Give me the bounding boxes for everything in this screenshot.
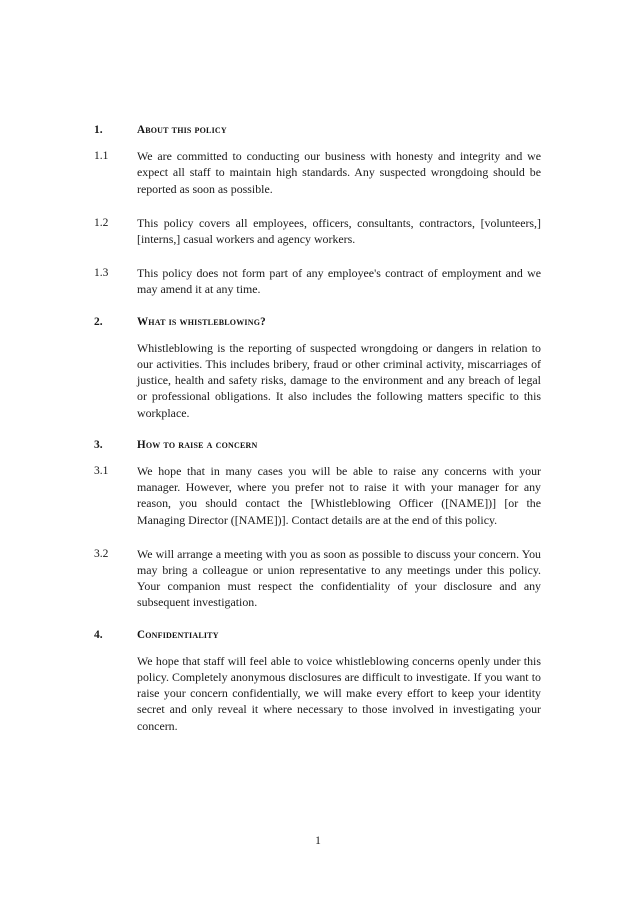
section-heading-3 xyxy=(94,437,541,453)
section-title-1: About this policy xyxy=(137,124,227,136)
clause-text-2-body: Whistleblowing is the reporting of suspected wrongdoing or dangers in relation to our activities. This includes bribery, fraud or other criminal activity, miscarriages of justice, health and safety risks, damage to the environment and any breach of legal or professional obligations. It also includes the following matters specific to this workplace. xyxy=(137,340,541,420)
clause-4-body xyxy=(94,653,541,734)
section-heading-2 xyxy=(94,314,541,330)
clause-1-3 xyxy=(94,265,541,297)
clause-text-1-2: This policy covers all employees, officers, consultants, contractors, [volunteers,] [interns,] casual workers and agency workers. xyxy=(137,215,541,247)
clause-text-3-2: We will arrange a meeting with you as soon as possible to discuss your concern. You may bring a colleague or union representative to any meetings under this policy. Your companion must respect the confidentiality of your disclosure and any subsequent investigation. xyxy=(137,546,541,610)
section-heading-1 xyxy=(94,122,541,138)
document-body xyxy=(94,122,541,743)
clause-2-body xyxy=(94,340,541,421)
paragraph-spacer xyxy=(94,537,541,546)
section-title-3: How to raise a concern xyxy=(137,438,258,451)
clause-text-3-1: We hope that in many cases you will be able to raise any concerns with your manager. However, where you prefer not to raise it with your manager for any reason, you should contact the [Whistleblowing Officer ([NAME])] [or the Managing Director ([NAME])]. Contact details are at the end of this policy. xyxy=(137,464,541,527)
section-number-2: 2. xyxy=(94,315,103,328)
paragraph-spacer xyxy=(94,256,541,265)
paragraph-spacer xyxy=(94,206,541,215)
clause-number-1-1: 1.1 xyxy=(94,150,109,163)
clause-text-4-body: We hope that staff will feel able to voice whistleblowing concerns openly under this policy. Completely anonymous disclosures are difficult to investigate. If you want to raise your concern confidentially, we will make every effort to keep your identity secret and only reveal it where necessary to those involved in investigating your concern. xyxy=(137,653,541,733)
section-heading-4 xyxy=(94,627,541,643)
clause-number-1-2: 1.2 xyxy=(94,216,109,229)
clause-number-3-1: 3.1 xyxy=(94,465,109,478)
section-number-4: 4. xyxy=(94,628,103,641)
clause-1-2 xyxy=(94,215,541,247)
section-title-4: Confidentiality xyxy=(137,628,219,641)
clause-3-2 xyxy=(94,546,541,611)
clause-number-1-3: 1.3 xyxy=(94,267,109,280)
page-number-footer: 1 xyxy=(315,835,321,847)
clause-text-1-3: This policy does not form part of any employee's contract of employment and we may amend it at any time. xyxy=(137,266,541,297)
clause-text-1-1: We are committed to conducting our business with honesty and integrity and we expect all staff to maintain high standards. Any suspected wrongdoing should be reported as soon as possible. xyxy=(137,149,541,196)
section-number-1: 1. xyxy=(94,124,103,136)
clause-1-1 xyxy=(94,148,541,197)
section-title-2: What is whistleblowing? xyxy=(137,315,266,328)
clause-number-3-2: 3.2 xyxy=(94,547,109,560)
section-number-3: 3. xyxy=(94,438,103,451)
clause-3-1 xyxy=(94,463,541,528)
